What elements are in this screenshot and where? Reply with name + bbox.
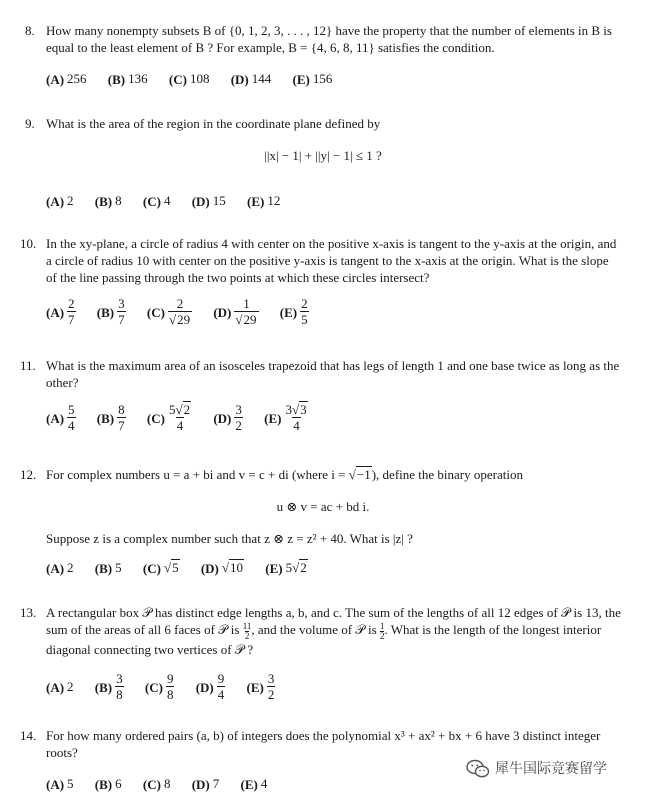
choice-c[interactable]: (C) $\frac{2}{√29}$ <box>146 296 191 327</box>
choice-c[interactable]: (C) $\frac{9}{8}$ <box>144 671 174 702</box>
choice-b[interactable]: (B) 8 <box>94 192 122 210</box>
fraction: $\frac{3}{7}$ <box>118 296 125 327</box>
fraction: $\frac{2}{√29}$ <box>168 296 191 327</box>
choice-b[interactable]: (B) $\frac{8}{7}$ <box>96 402 125 433</box>
choice-a[interactable]: (A) $\frac{5}{4}$ <box>46 402 75 433</box>
answer-choices <box>46 558 326 577</box>
inline-fraction: $\frac{1}{2}$ <box>379 620 385 641</box>
fraction: $\frac{1}{√29}$ <box>235 296 257 327</box>
fraction: $\frac{5√2}{4}$ <box>168 402 191 433</box>
choice-a[interactable]: (A) 256 <box>46 70 87 88</box>
sqrt-symbol: √ <box>235 312 243 327</box>
question-stem: A rectangular box 𝒫 has distinct edge lengths a, b, and c. The sum of the lengths of all 12 edges of 𝒫 is 13, the sum of the areas of all 6 faces of 𝒫 is $\frac{11}{2}$ , and the volume of 𝒫 is $\frac{1}{2}$ . What is the length of the longest interior diagonal connecting two vertices of 𝒫 ? <box>46 605 621 657</box>
question-stem: How many nonempty subsets B of {0, 1, 2, 3, . . . , 12} have the property that the number of elements in B is equal to the least element of B ? For example, B = {4, 6, 8, 11} satisfies the condition. <box>46 23 612 55</box>
choice-b[interactable]: (B) $\frac{3}{7}$ <box>96 296 125 327</box>
fraction: $\frac{2}{5}$ <box>301 296 308 327</box>
choice-e[interactable]: (E) 5√2 <box>265 559 307 577</box>
fraction: $\frac{3}{2}$ <box>267 671 275 702</box>
choice-d[interactable]: (D) 144 <box>230 70 272 88</box>
fraction: $\frac{3√3}{4}$ <box>285 402 307 433</box>
choice-b[interactable]: (B) 136 <box>107 70 148 88</box>
question-number: 9. <box>25 116 35 131</box>
question-stem: What is the maximum area of an isosceles trapezoid that has legs of length 1 and one base twice as long as the other? <box>46 358 620 390</box>
choice-d[interactable]: (D) 7 <box>191 775 220 793</box>
watermark-text: 犀牛国际竞赛留学 <box>495 760 607 777</box>
fraction: $\frac{5}{4}$ <box>68 402 75 433</box>
fraction: $\frac{3}{8}$ <box>116 671 123 702</box>
choice-b[interactable]: (B) $\frac{3}{8}$ <box>94 671 123 702</box>
sqrt-symbol: √ <box>221 559 230 575</box>
choice-a[interactable]: (A) 2 <box>46 678 74 696</box>
question-number: 13. <box>20 605 37 620</box>
choice-c[interactable]: (C) 4 <box>142 192 171 210</box>
sqrt-symbol: √ <box>348 467 356 482</box>
question-number: 14. <box>20 728 37 743</box>
fraction: $\frac{3}{2}$ <box>235 402 242 433</box>
question-number: 8. <box>25 23 35 38</box>
question-stem: In the xy-plane, a circle of radius 4 with center on the positive x-axis is tangent to the y-axis at the origin, and a circle of radius 10 with center on the positive y-axis is tangent to the x-axis at the origin. What is the slope of the line passing through the two points at which these circles intersect? <box>46 236 617 285</box>
answer-choices <box>46 672 293 702</box>
inline-fraction: $\frac{11}{2}$ <box>242 620 252 641</box>
choice-e[interactable]: (E) $\frac{3√3}{4}$ <box>264 402 307 433</box>
answer-choices <box>46 69 350 88</box>
choice-e[interactable]: (E) $\frac{3}{2}$ <box>246 671 275 702</box>
choice-d[interactable]: (D) √10 <box>200 559 244 577</box>
watermark <box>466 759 607 779</box>
question-number: 10. <box>20 236 37 251</box>
wechat-icon <box>466 759 490 779</box>
choice-e[interactable]: (E) 156 <box>292 70 333 88</box>
fraction: $\frac{2}{7}$ <box>68 296 75 327</box>
question-stem: For complex numbers u = a + bi and v = c + di (where i = √−1), define the binary operation <box>46 467 523 482</box>
choice-a[interactable]: (A) 5 <box>46 775 74 793</box>
choice-e[interactable]: (E) $\frac{2}{5}$ <box>279 296 308 327</box>
answer-choices <box>46 191 298 210</box>
sqrt-symbol: √ <box>163 559 172 575</box>
choice-b[interactable]: (B) 6 <box>94 775 122 793</box>
fraction: $\frac{9}{4}$ <box>217 671 225 702</box>
choice-a[interactable]: (A) 2 <box>46 559 74 577</box>
answer-choices <box>46 403 327 433</box>
answer-choices <box>46 774 285 793</box>
display-equation: u ⊗ v = ac + bd i. <box>276 499 370 514</box>
question-stem-2: Suppose z is a complex number such that z ⊗ z = z² + 40. What is |z| ? <box>46 531 413 546</box>
sqrt-symbol: √ <box>175 402 183 417</box>
choice-d[interactable]: (D) 15 <box>191 192 226 210</box>
choice-c[interactable]: (C) 8 <box>142 775 171 793</box>
sqrt-symbol: √ <box>292 559 300 575</box>
choice-a[interactable]: (A) $\frac{2}{7}$ <box>46 296 75 327</box>
question-stem: For how many ordered pairs (a, b) of integers does the polynomial x³ + ax² + bx + 6 have 3 distinct integer roots? <box>46 728 601 760</box>
sqrt-symbol: √ <box>291 402 300 417</box>
question-stem: What is the area of the region in the coordinate plane defined by <box>46 116 381 131</box>
choice-b[interactable]: (B) 5 <box>94 559 122 577</box>
choice-e[interactable]: (E) 12 <box>246 192 281 210</box>
question-number: 12. <box>20 467 37 482</box>
choice-d[interactable]: (D) $\frac{9}{4}$ <box>195 671 225 702</box>
fraction: $\frac{8}{7}$ <box>118 402 125 433</box>
choice-d[interactable]: (D) $\frac{3}{2}$ <box>213 402 242 433</box>
choice-c[interactable]: (C) $\frac{5√2}{4}$ <box>146 402 191 433</box>
choice-c[interactable]: (C) √5 <box>142 559 179 577</box>
choice-d[interactable]: (D) $\frac{1}{√29}$ <box>213 296 257 327</box>
display-equation: ||x| − 1| + ||y| − 1| ≤ 1 ? <box>264 148 382 163</box>
choice-c[interactable]: (C) 108 <box>168 70 210 88</box>
fraction: $\frac{9}{8}$ <box>166 671 174 702</box>
sqrt-symbol: √ <box>168 312 177 327</box>
answer-choices <box>46 297 327 327</box>
choice-a[interactable]: (A) 2 <box>46 192 74 210</box>
question-number: 11. <box>20 358 36 373</box>
choice-e[interactable]: (E) 4 <box>240 775 268 793</box>
